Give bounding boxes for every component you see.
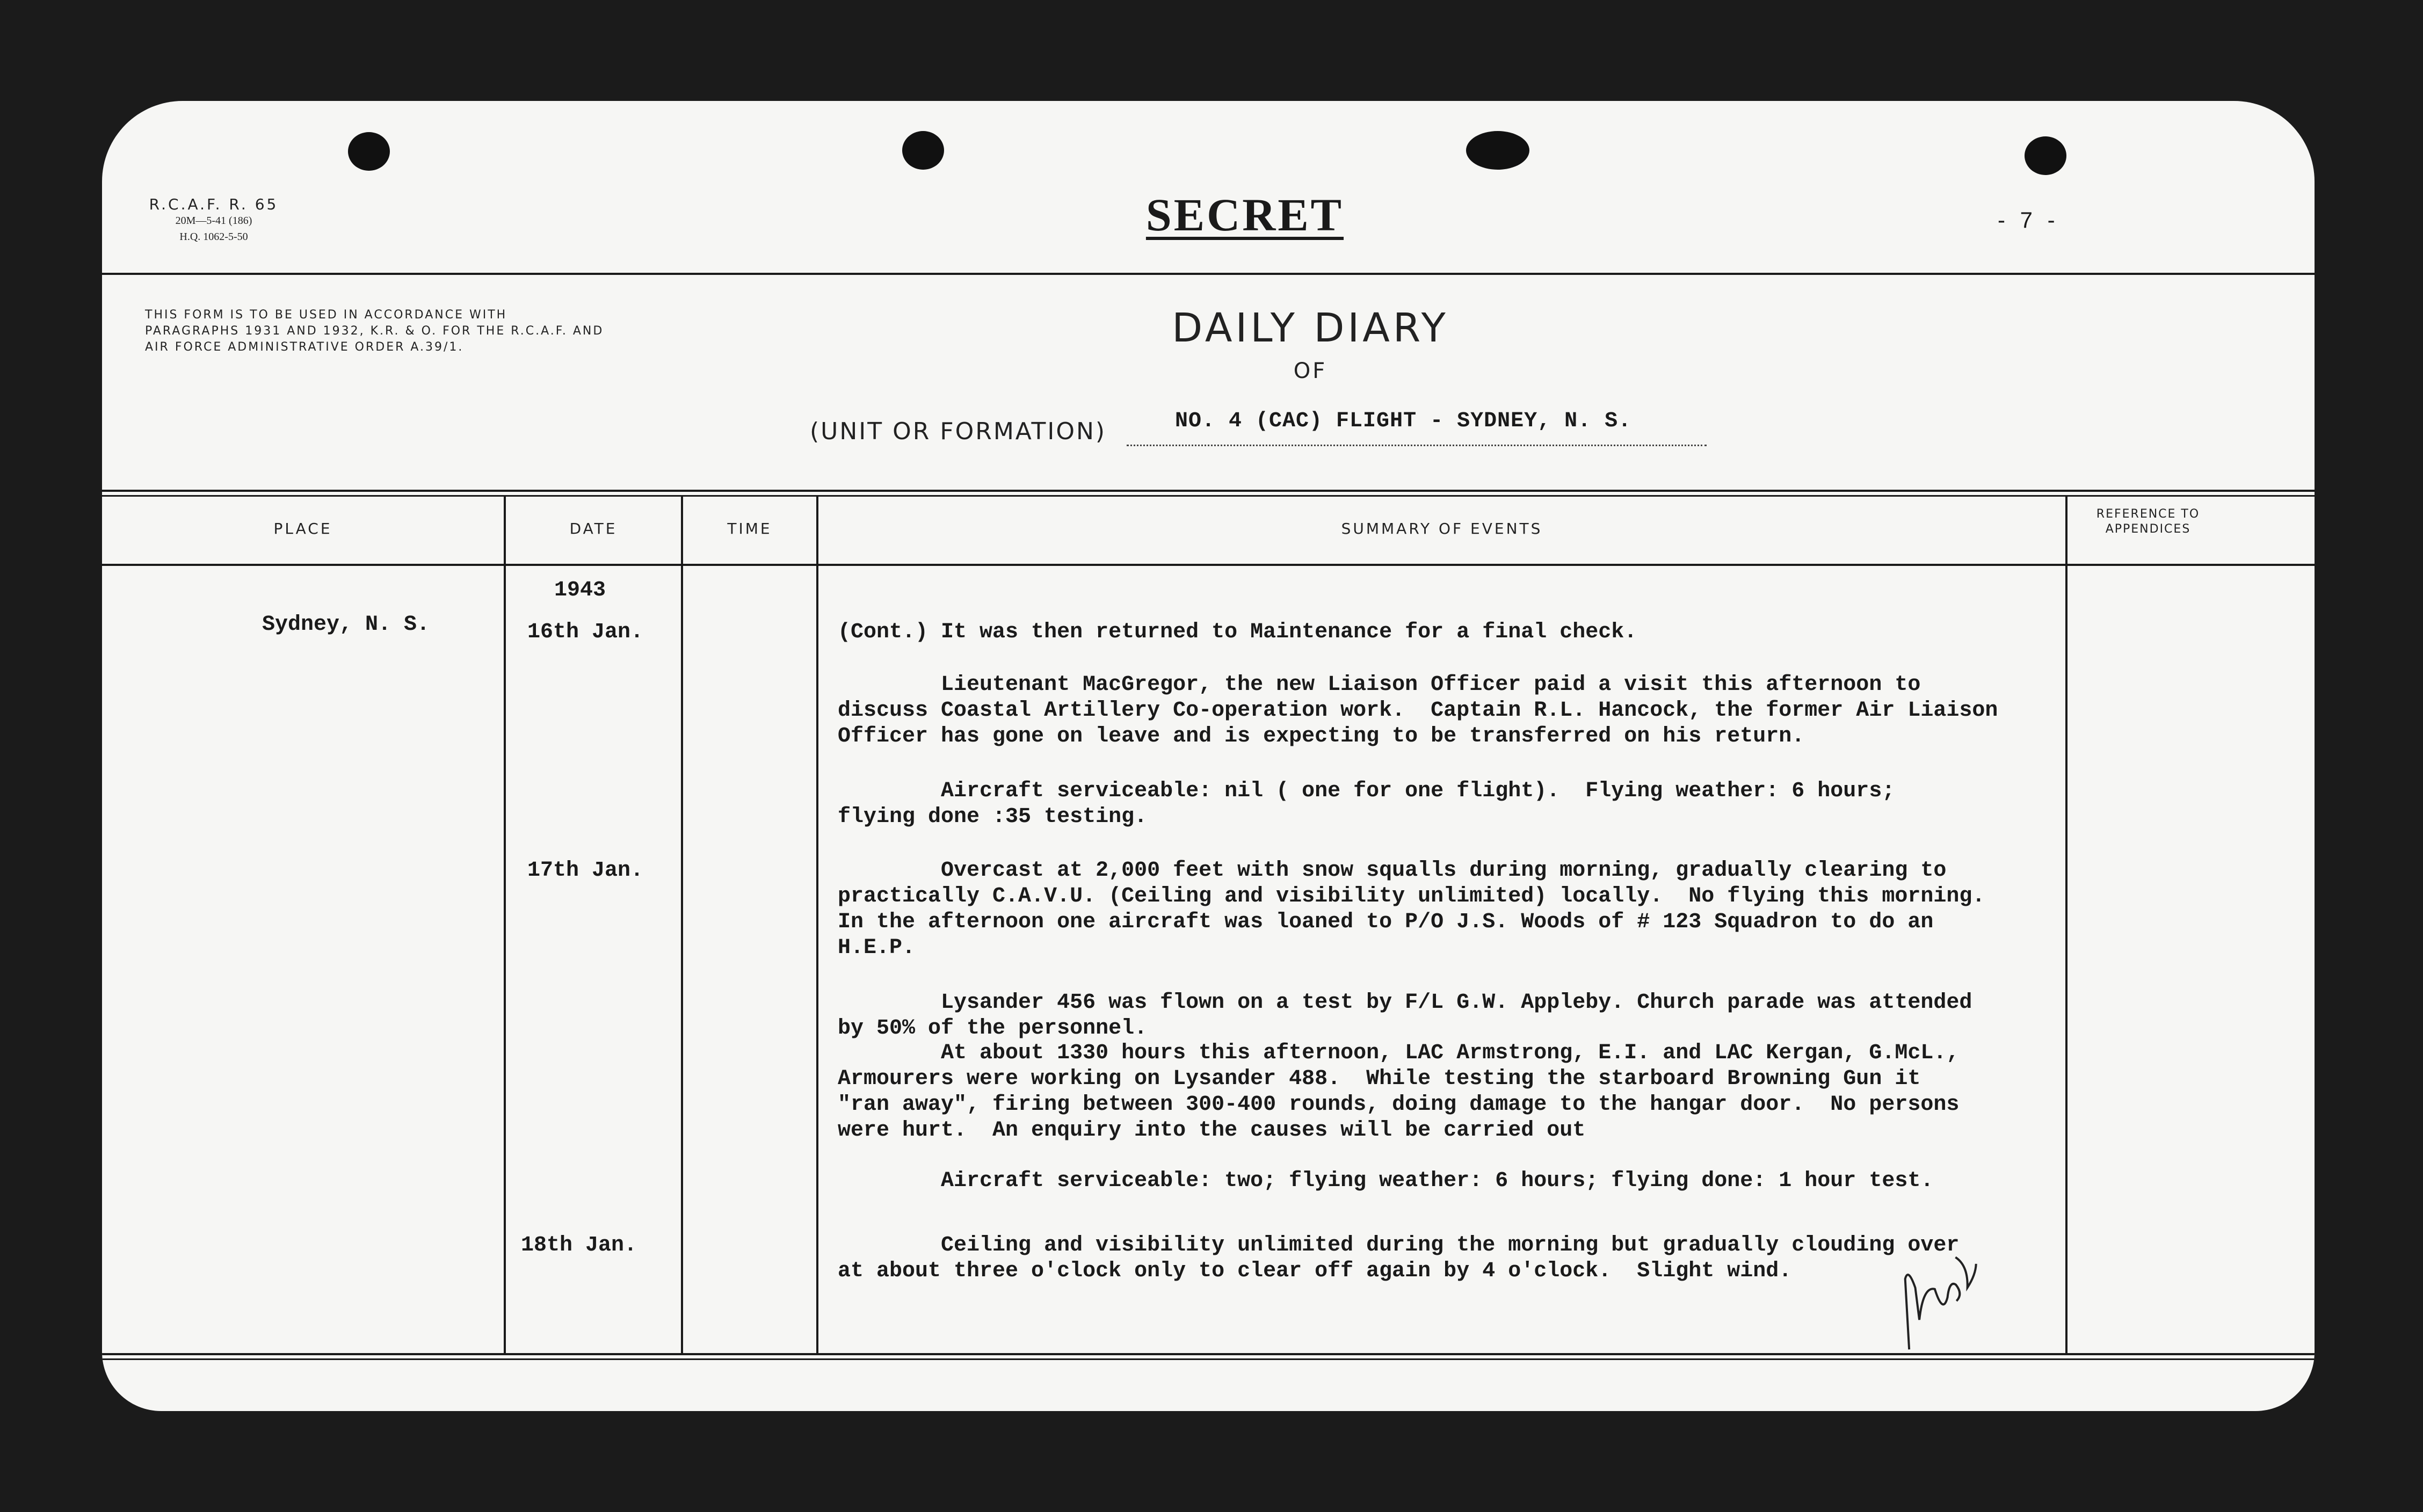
column-header-reference: REFERENCE TO APPENDICES bbox=[2096, 507, 2200, 536]
form-number-line: R.C.A.F. R. 65 bbox=[149, 195, 279, 213]
table-top-border bbox=[102, 495, 2315, 497]
punch-hole bbox=[2025, 136, 2066, 175]
summary-entry: At about 1330 hours this afternoon, LAC Armstrong, E.I. and LAC Kergan, G.McL., Armourers were working on Lysander 488. While testing the starboard Browning Gun it "ran away", firing between 300-400 rounds, doing damage to the hangar door. No persons were hurt. An enquiry into the causes will be carried out bbox=[838, 1041, 1960, 1143]
column-header-time: TIME bbox=[727, 520, 772, 537]
punch-hole bbox=[348, 132, 390, 171]
header-divider bbox=[102, 564, 2315, 566]
column-divider bbox=[816, 495, 818, 1354]
form-title: DAILY DIARY bbox=[1172, 305, 1449, 351]
summary-entry: (Cont.) It was then returned to Maintenance for a final check. bbox=[838, 620, 1637, 644]
summary-entry: Lysander 456 was flown on a test by F/L G.W. Appleby. Church parade was attended by 50% of the personnel. bbox=[838, 991, 1972, 1041]
punch-hole bbox=[902, 131, 944, 170]
summary-entry: Overcast at 2,000 feet with snow squalls during morning, gradually clearing to practically C.A.V.U. (Ceiling and visibility unlimited) locally. No flying this morning. In the afternoon one aircraft was loaned to P/O J.S. Woods of # 123 Squadron to do an H.E.P. bbox=[838, 859, 1985, 960]
page-number: - 7 - bbox=[1998, 207, 2059, 232]
column-header-summary: SUMMARY OF EVENTS bbox=[1341, 520, 1543, 537]
year: 1943 bbox=[554, 578, 606, 602]
column-header-place: PLACE bbox=[273, 520, 332, 537]
column-divider bbox=[681, 495, 683, 1354]
unit-label: (UNIT OR FORMATION) bbox=[810, 418, 1107, 445]
classification-heading: SECRET bbox=[1145, 189, 1344, 241]
form-number bbox=[144, 197, 284, 245]
form-instructions: THIS FORM IS TO BE USED IN ACCORDANCE WITH PARAGRAPHS 1931 AND 1932, K.R. & O. FOR THE R.C.A.F. AND AIR FORCE ADMINISTRATIVE ORDER A.39/1. bbox=[145, 308, 604, 354]
summary-entry: Aircraft serviceable: two; flying weather: 6 hours; flying done: 1 hour test. bbox=[838, 1169, 1934, 1193]
form-number-line: H.Q. 1062-5-50 bbox=[179, 231, 248, 243]
unit-value: NO. 4 (CAC) FLIGHT - SYDNEY, N. S. bbox=[1175, 409, 1632, 433]
form-title-of: OF bbox=[1293, 359, 1327, 383]
column-divider bbox=[504, 495, 506, 1354]
unit-underline bbox=[1127, 445, 1707, 446]
diary-form bbox=[102, 101, 2315, 1411]
form-number-line: 20M—5-41 (186) bbox=[175, 215, 252, 227]
summary-entry: Aircraft serviceable: nil ( one for one flight). Flying weather: 6 hours; flying done :35 testing. bbox=[838, 779, 1895, 829]
table-top-border bbox=[102, 490, 2315, 492]
place: Sydney, N. S. bbox=[262, 613, 430, 637]
date-18-jan: 18th Jan. bbox=[521, 1233, 637, 1257]
punch-hole bbox=[1466, 131, 1529, 170]
divider bbox=[102, 273, 2315, 275]
summary-entry: Lieutenant MacGregor, the new Liaison Officer paid a visit this afternoon to discuss Coastal Artillery Co-operation work. Captain R.L. Hancock, the former Air Liaison Officer has gone on leave and is expecting to be transferred on his return. bbox=[838, 673, 1998, 748]
date-16-jan: 16th Jan. bbox=[527, 620, 644, 644]
handwritten-initials bbox=[1880, 1240, 2008, 1373]
column-header-date: DATE bbox=[569, 520, 618, 537]
table-bottom-border bbox=[102, 1358, 2315, 1360]
date-17-jan: 17th Jan. bbox=[527, 859, 644, 883]
summary-entry: Ceiling and visibility unlimited during the morning but gradually clouding over at about three o'clock only to clear off again by 4 o'clock. Slight wind. bbox=[838, 1233, 1960, 1283]
